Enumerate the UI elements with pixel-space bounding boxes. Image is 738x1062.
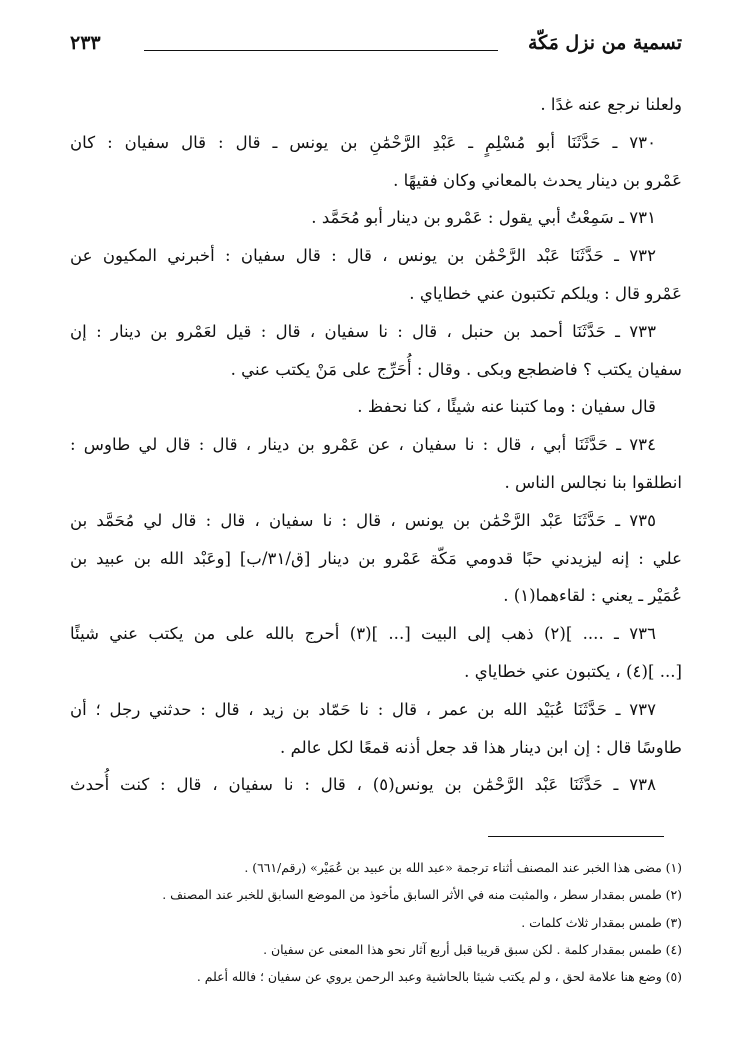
text-line: ولعلنا نرجع عنه غدًا . xyxy=(540,95,682,114)
text-line: عُمَيْر ـ يعني : لقاءهما(١) . xyxy=(503,586,682,606)
footnotes xyxy=(70,854,682,990)
page-number: ٢٣٣ xyxy=(70,32,101,54)
text-line: ٧٣٠ ـ حَدَّثَنَا أبو مُسْلِمٍ ـ عَبْدِ الرَّحْمَٰنِ بن يونس ـ قال : قال سفيان : كان xyxy=(70,132,656,152)
text-line: ٧٣٣ ـ حَدَّثَنَا أحمد بن حنبل ، قال : نا سفيان ، قال : قيل لعَمْرو بن دينار : إن xyxy=(70,321,656,341)
text-line: عَمْرو قال : ويلكم تكتبون عني خطاياي . xyxy=(409,283,682,303)
text-line: قال سفيان : وما كتبنا عنه شيئًا ، كنا نحفظ . xyxy=(357,397,656,417)
footnote: (٥) وضع هنا علامة لحق ، و لم يكتب شيئا بالحاشية وعبد الرحمن يروي عن سفيان ؛ فالله أعلم . xyxy=(196,969,682,985)
text-line: انطلقوا بنا نجالس الناس . xyxy=(504,472,682,492)
page-header xyxy=(70,30,682,66)
text-line: [... ](٤) ، يكتبون عني خطاياي . xyxy=(464,661,682,681)
body-text xyxy=(70,86,682,804)
text-line: عَمْرو بن دينار يحدث بالمعاني وكان فقيهًا . xyxy=(393,170,682,190)
footnote: (٣) طمس بمقدار ثلاث كلمات . xyxy=(521,914,682,930)
text-line: ٧٣٥ ـ حَدَّثَنَا عَبْد الرَّحْمَٰن بن يونس ، قال : نا سفيان ، قال : قال لي مُحَمَّد بن xyxy=(70,510,656,530)
footnote: (٢) طمس بمقدار سطر ، والمثبت منه في الأثر السابق مأخوذ من الموضع السابق للخبر عند المصنف . xyxy=(162,887,682,903)
text-line: علي : إنه ليزيدني حبًا قدومي مَكّة عَمْرو بن دينار [ق/٣١/ب] [وعَبْد الله بن عبيد بن xyxy=(70,548,682,568)
text-line: ٧٣١ ـ سَمِعْتُ أبي يقول : عَمْرو بن دينار أبو مُحَمَّد . xyxy=(311,208,656,228)
header-rule xyxy=(144,50,498,51)
text-line: ٧٣٤ ـ حَدَّثَنَا أبي ، قال : نا سفيان ، عن عَمْرو بن دينار ، قال : قال لي طاوس : xyxy=(70,435,656,455)
text-line: ٧٣٢ ـ حَدَّثَنَا عَبْد الرَّحْمَٰن بن يونس ، قال : قال سفيان : أخبرني المكيون عن xyxy=(70,246,656,266)
text-line: ٧٣٧ ـ حَدَّثَنَا عُبَيْد الله بن عمر ، قال : نا حَمّاد بن زيد ، قال : حدثني رجل ؛ أن xyxy=(70,699,656,719)
text-line: ٧٣٦ ـ .... ](٢) ذهب إلى البيت [... ](٣) أحرج بالله على من يكتب عني شيئًا xyxy=(70,624,657,644)
text-line: سفيان يكتب ؟ فاضطجع وبكى . وقال : أُحَرِّج على مَنْ يكتب عني . xyxy=(230,359,682,379)
text-line: ٧٣٨ ـ حَدَّثَنَا عَبْد الرَّحْمَٰن بن يونس(٥) ، قال : نا سفيان ، قال : كنت أُحدث xyxy=(70,775,656,795)
text-line: طاوسًا قال : إن ابن دينار هذا قد جعل أذنه قمعًا لكل عالم . xyxy=(280,737,682,757)
footnote: (٤) طمس بمقدار كلمة . لكن سبق قريبا قبل أربع آثار نحو هذا المعنى عن سفيان . xyxy=(263,941,682,957)
running-title: تسمية من نزل مَكّة xyxy=(527,32,682,54)
footnote: (١) مضى هذا الخبر عند المصنف أثناء ترجمة «عبد الله بن عبيد بن عُمَيْر» (رقم/٦٦١) . xyxy=(244,860,682,875)
footnote-rule xyxy=(488,836,664,837)
